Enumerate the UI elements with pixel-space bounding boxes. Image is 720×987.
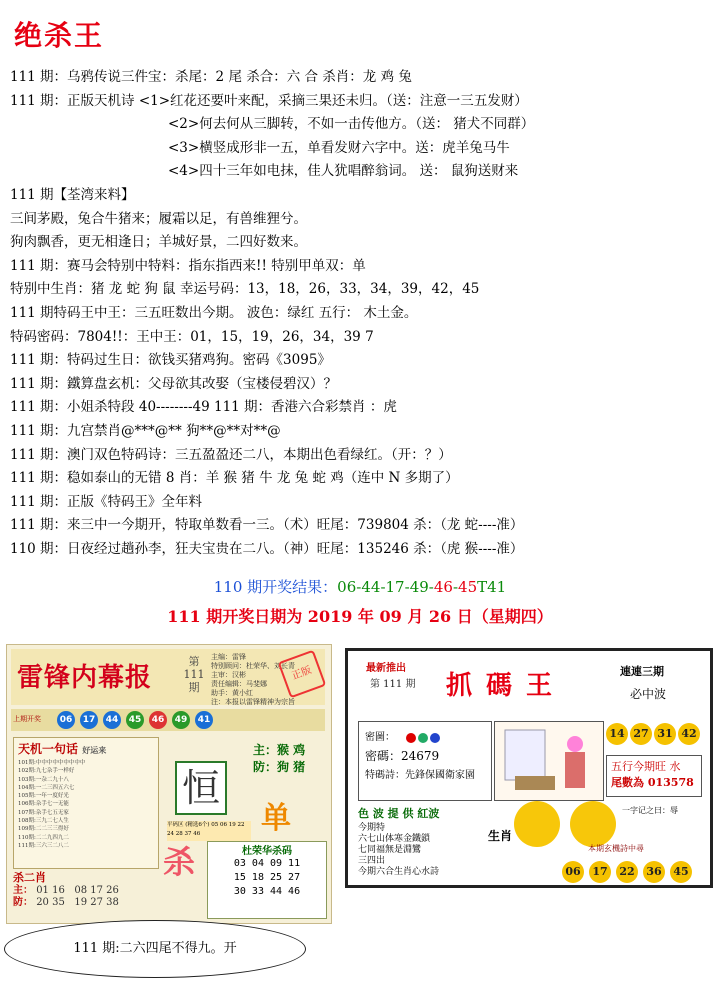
result-num: 06 — [337, 578, 357, 596]
lp-nums-2: 08 17 26 — [74, 885, 119, 896]
result-sep: - — [356, 578, 362, 596]
result-sep: - — [452, 578, 459, 596]
lp-codes — [207, 841, 327, 919]
content-line: <4>四十三年如电抹，佳人犹唱醉翁词。 送： 鼠狗送财来 — [168, 163, 519, 180]
content-line: 110 期：日夜经过趟孙李，狂夫宝贵在二八。（神）旺尾：135246 杀：（虎 猴----准） — [10, 540, 524, 557]
rp-tail-line: 尾數為 013578 — [611, 776, 694, 789]
lp-tiny-line: 111期:三六三二八二 — [18, 842, 69, 849]
lp-tiny-line: 106期:杂手七一无能 — [18, 801, 69, 808]
lp-ball: 49 — [172, 711, 190, 729]
lp-balls — [11, 709, 325, 731]
lp-title: 雷锋内幕报 — [17, 663, 153, 693]
content-line: 111 期：稳如泰山的无错 8 肖：羊 猴 猪 牛 龙 兔 蛇 鸡（连中 N 多期了） — [10, 470, 459, 487]
lp-info-line: 主编：雷锋 — [211, 653, 246, 661]
content-line: 特别中生肖：猪 龙 蛇 狗 鼠 幸运号码：13，18，26，33，34，39，42，45 — [10, 281, 480, 298]
content-line: 111 期：赛马会特别中特料：指东指西来!! 特别甲单双：单 — [10, 257, 366, 274]
rp-bottom-balls — [562, 861, 702, 883]
content-line: 111 期：鐵算盘玄机：父母欲其改娶（宝楼侵碧汉）？ — [10, 375, 338, 392]
rp-bottom-ball: 06 — [562, 861, 584, 883]
lp-stamp: 正版 — [278, 650, 327, 699]
lp-codes-header: 杜荣华杀码 — [242, 846, 292, 857]
lp-tiny-lines — [14, 759, 158, 850]
content-line: 111 期：澳门双色特码诗：三五盈盈还二八，本期出色看绿红。（开：？） — [10, 446, 452, 463]
rp-mima-code: 24679 — [401, 749, 440, 763]
rp-wuxing — [606, 755, 702, 797]
lp-dan: 单 — [261, 801, 291, 836]
lp-fang-label: 防： — [13, 897, 33, 908]
lp-bottom-left — [13, 869, 157, 921]
content-line: 111 期：正版《特码王》全年料 — [10, 493, 203, 510]
lp-tiny-line: 108期:三九二七人生 — [18, 818, 69, 825]
content-line: 三间茅殿，兔合牛猪来；履霜以足，有兽维狸兮。 — [10, 210, 307, 227]
content-line: 特码密码：7804!!：王中王：01，15，19，26，34，39 7 — [10, 328, 374, 345]
rp-yizi: 一字记之曰：辱 — [622, 806, 678, 815]
content-lines — [10, 66, 710, 561]
rp-mima-label: 密圖： — [365, 732, 395, 743]
rp-mima-icon — [418, 733, 428, 743]
lp-zhu-label: 主： — [13, 885, 33, 896]
sun-icon — [570, 801, 616, 847]
lp-box-sub: 好运来 — [82, 745, 107, 755]
result-num: 45 — [458, 578, 478, 596]
rp-bottom-ball: 22 — [616, 861, 638, 883]
lp-tiny-line: 109期:二二三三得好 — [18, 826, 69, 833]
rp-ball: 42 — [678, 723, 700, 745]
lp-code-row: 03 04 09 11 — [233, 858, 301, 869]
draw-result — [0, 576, 720, 597]
lp-ball: 17 — [80, 711, 98, 729]
result-sep: - — [380, 578, 386, 596]
lp-info-line: 责任编辑：马斐娜 — [211, 680, 267, 688]
content-line: 111 期特码王中王：三五旺数出今期。 波色：绿红 五行： 木土金。 — [10, 304, 418, 321]
sun-icon — [514, 801, 560, 847]
lp-strip: 平码区 (精选6个) 05 06 19 22 24 28 37 46 — [167, 821, 251, 841]
lp-tiny-line: 107期:杂手七五无家 — [18, 809, 69, 816]
lp-tiny-line: 105期:一年一度好光 — [18, 793, 69, 800]
content-line: 狗肉飘香，更无相逢日；羊城好景，二四好数来。 — [10, 234, 307, 251]
lp-info-line: 特别顾问：杜荣华、刘长青 — [211, 662, 295, 670]
lp-nums-4: 19 27 38 — [74, 897, 119, 908]
content-line: <3>横竖成形非一五，单看发财六字中。送：虎羊兔马牛 — [168, 139, 510, 156]
rp-latest: 最新推出 — [366, 663, 406, 674]
lp-sha: 杀 — [163, 843, 196, 881]
result-sep: - — [404, 578, 410, 596]
result-num: 17 — [385, 578, 405, 596]
lp-zhu: 主：猴 鸡 — [253, 743, 306, 757]
lp-info-line: 主审：汉彬 — [211, 671, 246, 679]
lp-header — [11, 649, 325, 705]
lp-ball: 44 — [103, 711, 121, 729]
rp-bizhong: 必中波 — [630, 687, 667, 701]
rp-color-wave: 色 波 提 供 紅波 — [358, 807, 440, 820]
rp-mima-code-label: 密碼： — [365, 749, 402, 763]
rp-col-line: 今期六合生肖心水詩 — [358, 867, 440, 877]
result-num: 49 — [409, 578, 429, 596]
rp-bottom-ball: 45 — [670, 861, 692, 883]
draw-date: 111 期开奖日期为 2019 年 09 月 26 日（星期四） — [167, 607, 553, 626]
rp-scene-illustration — [495, 722, 603, 800]
speech-bubble: 111 期:二六四尾不得九。开 — [4, 920, 306, 978]
result-num: 46 — [433, 578, 453, 596]
content-line: 111 期：乌鸦传说三件宝：杀尾：2 尾 杀合：六 合 杀肖：龙 鸡 兔 — [10, 69, 412, 85]
lp-zhuxiao: 杀二肖 — [13, 871, 46, 884]
lp-tiny-line: 102期:九七杂手一样好 — [18, 768, 75, 775]
rp-title: 抓碼王 — [446, 671, 567, 701]
rp-three: 連連三期 — [620, 665, 664, 678]
content-line: 111 期：九宫禁肖@***@** 狗**@**对**@ — [10, 422, 281, 439]
left-newspaper-panel — [6, 644, 332, 924]
rp-tema: 特碼詩：先鋒保國衛家園 — [365, 770, 475, 781]
lp-tiny-line: 101期:中中中中中中中中中 — [18, 760, 86, 766]
rp-yizi2: 本期玄機詩中尋 — [588, 844, 644, 853]
page-title: 绝杀王 — [14, 19, 105, 52]
lp-balls-label: 上期开奖 — [13, 715, 41, 723]
lp-big-char: 恒 — [175, 761, 227, 815]
lp-code-row: 30 33 44 46 — [233, 886, 301, 897]
rp-mima-box — [358, 721, 492, 801]
lp-box-header: 天机一句话 — [18, 742, 79, 756]
rp-issue: 第 111 期 — [370, 679, 416, 690]
rp-ball: 27 — [630, 723, 652, 745]
rp-scene-image — [494, 721, 604, 801]
rp-col-line: 三四出 — [358, 856, 386, 866]
lp-code-row: 15 18 25 27 — [233, 872, 301, 883]
lp-issue: 第111期 — [183, 655, 205, 694]
rp-wx-line: 五行今期旺 水 — [611, 760, 681, 773]
rp-bottom-ball: 17 — [589, 861, 611, 883]
content-line: <2>何去何从三脚转，不如一击传他方。（送： 猪犬不同群） — [168, 116, 535, 133]
lp-ball: 06 — [57, 711, 75, 729]
lp-ball: 45 — [126, 711, 144, 729]
lp-tiny-line: 103期:一杂二九十八 — [18, 776, 69, 783]
content-line: 111 期【荃湾来料】 — [10, 186, 135, 203]
lp-tiny-line: 110期:二二九四九二 — [18, 834, 69, 841]
content-line: 111 期：特码过生日：欲钱买猪鸡狗。密码《3095》 — [10, 352, 331, 369]
lp-right — [253, 741, 327, 841]
rp-shengxiao: 生肖 — [488, 829, 513, 843]
rp-mima-icon — [406, 733, 416, 743]
result-label: 110 期开奖结果： — [213, 578, 338, 596]
result-sep: - — [428, 578, 434, 596]
lp-middle — [167, 737, 247, 837]
content-line: 111 期：小姐杀特段 40--------49 111 期：香港六合彩禁肖 ：虎 — [10, 399, 397, 416]
lp-ball: 46 — [149, 711, 167, 729]
lp-fang: 防：狗 猪 — [253, 760, 306, 774]
result-num: 44 — [361, 578, 381, 596]
rp-col-line: 七同福無是淵鸞 — [358, 845, 422, 855]
rp-col-line: 今期特 — [358, 823, 386, 833]
lp-ball: 41 — [195, 711, 213, 729]
rp-bottom-ball: 36 — [643, 861, 665, 883]
content-line: 111 期：正版天机诗 <1>红花还要叶来配，采摘三果还未归。（送：注意一三五发财） — [10, 92, 528, 109]
rp-mima-icon — [430, 733, 440, 743]
lp-info-line: 助手：黄小红 — [211, 689, 253, 697]
lp-tiny-line: 104期:一二三四五六七 — [18, 784, 75, 791]
lp-nums-3: 20 35 — [36, 897, 65, 908]
lp-tianji-box — [13, 737, 159, 869]
rp-ball: 31 — [654, 723, 676, 745]
rp-ball: 14 — [606, 723, 628, 745]
rp-col-line: 六七山体寒金鐵鎖 — [358, 834, 431, 844]
lp-info-line: 注：本报以雷锋精神为宗旨 — [211, 698, 295, 706]
right-newspaper-panel — [345, 648, 713, 888]
content-line: 111 期：来三中一今期开，特取单数看一三。（术）旺尾：739804 杀：（龙 蛇----准） — [10, 517, 524, 534]
rp-poem-columns — [358, 823, 488, 878]
result-special: T41 — [477, 578, 507, 596]
lp-nums-1: 01 16 — [36, 885, 65, 896]
